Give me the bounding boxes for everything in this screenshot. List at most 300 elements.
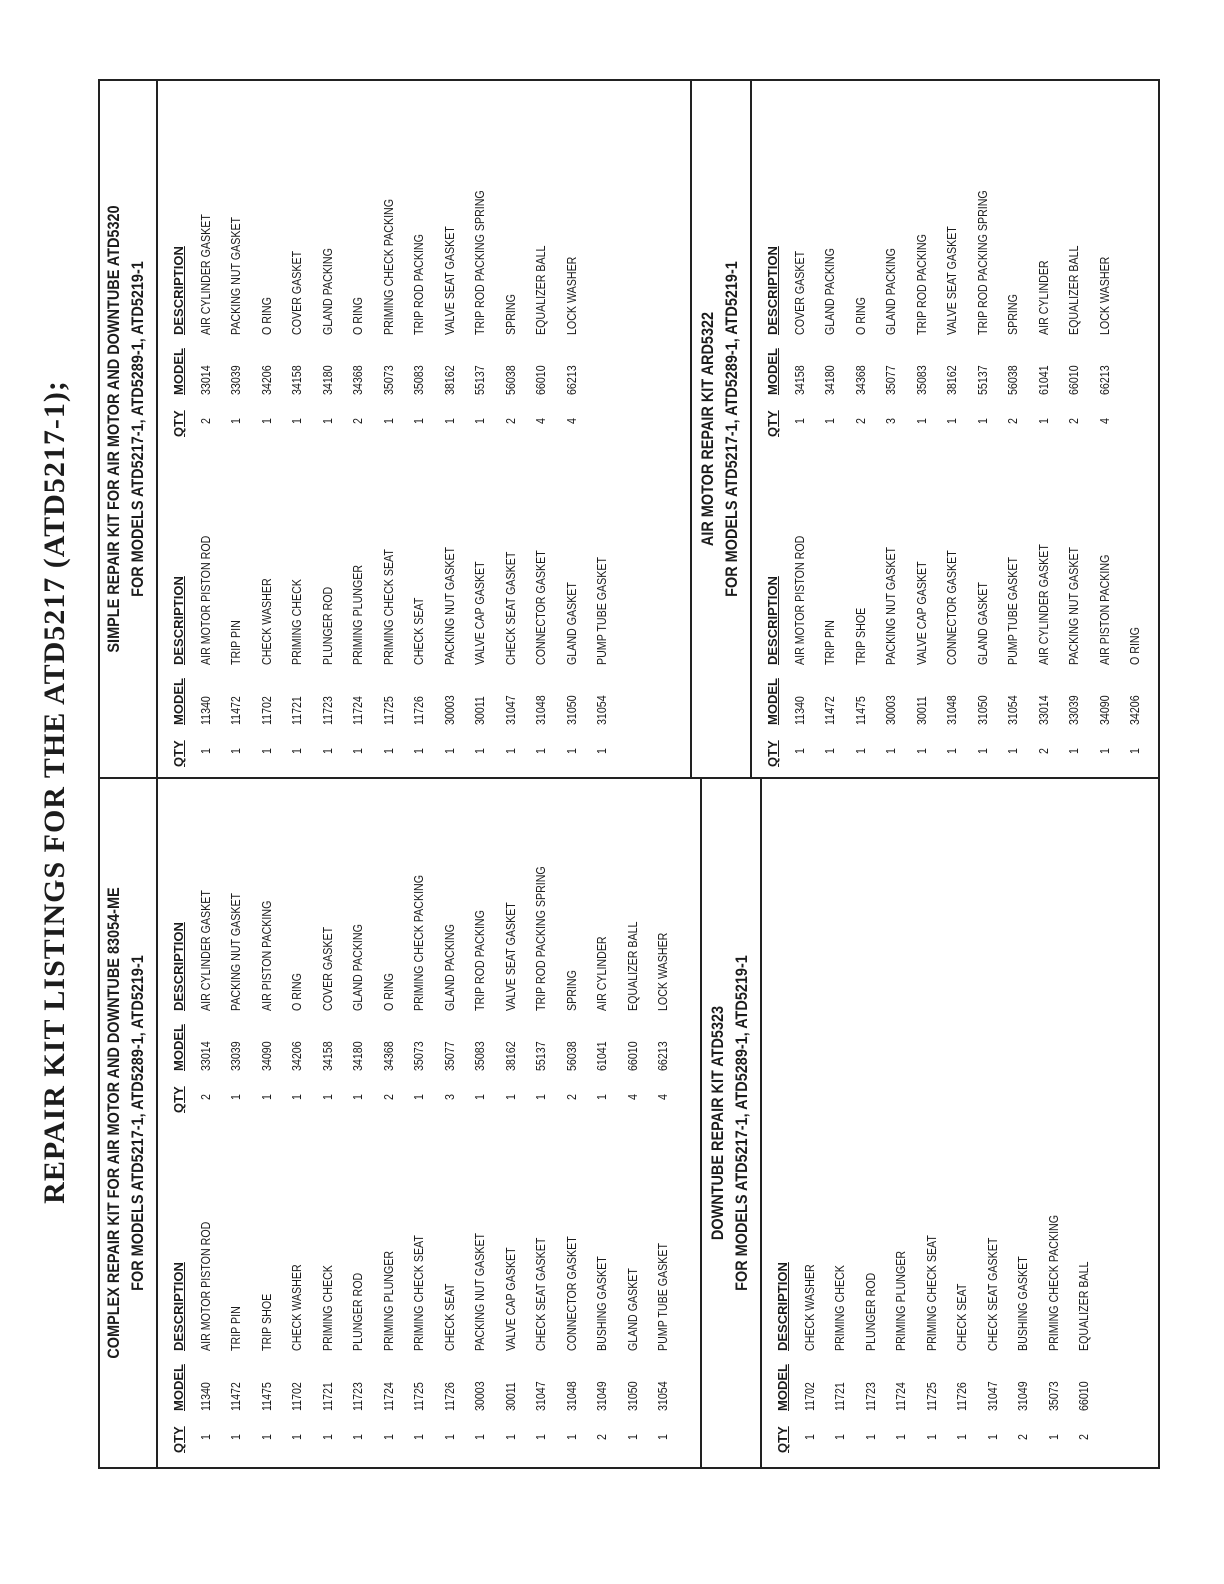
model-cell — [465, 335, 496, 395]
description-cell-text: GLAND GASKET — [974, 582, 990, 665]
description-cell — [404, 457, 435, 665]
qty-cell-text: 4 — [563, 417, 579, 424]
model-cell — [886, 1351, 917, 1411]
table-row — [617, 803, 648, 1113]
description-cell-text: PUMP TUBE GASKET — [655, 1242, 671, 1351]
model-cell-text: 11726 — [441, 1382, 457, 1411]
qty-cell-text: 1 — [822, 417, 838, 424]
qty-cell — [845, 395, 876, 437]
qty-cell-text: 1 — [533, 1433, 549, 1440]
description-cell-text: GLAND PACKING — [822, 248, 838, 335]
table-row — [526, 803, 557, 1113]
description-cell-text: AIR CYLINDER — [1035, 260, 1051, 335]
complex-kit-models: FOR MODELS ATD5217-1, ATD5289-1, ATD5219-1 — [128, 955, 147, 1291]
qty-cell — [495, 395, 526, 437]
description-cell-text: PLUNGER ROD — [319, 586, 335, 665]
model-cell — [190, 665, 221, 725]
model-cell-text: 11721 — [832, 1382, 848, 1411]
description-cell — [465, 803, 496, 1011]
model-cell-text: 66213 — [563, 365, 579, 395]
description-cell — [495, 803, 526, 1011]
model-cell — [648, 1351, 679, 1411]
qty-cell — [998, 395, 1029, 437]
description-cell — [404, 803, 435, 1011]
description-cell — [815, 457, 846, 665]
model-cell-text: 31047 — [533, 1381, 549, 1411]
qty-cell — [465, 395, 496, 437]
table-row — [998, 127, 1029, 437]
qty-cell-text: 1 — [1005, 747, 1021, 754]
table-row — [794, 1143, 825, 1453]
qty-cell-text: 2 — [197, 1093, 213, 1100]
description-cell-text: AIR CYLINDER GASKET — [197, 214, 213, 335]
description-cell-text: LOCK WASHER — [563, 256, 579, 335]
description-cell-text: GLAND PACKING — [441, 924, 457, 1011]
table-row — [251, 803, 282, 1113]
table-row — [1089, 127, 1120, 437]
table-row — [876, 457, 907, 767]
model-cell-text: 31048 — [563, 1381, 579, 1411]
qty-cell-text: 2 — [1066, 417, 1082, 424]
qty-cell-text: 1 — [380, 1433, 396, 1440]
qty-cell — [251, 725, 282, 767]
qty-cell-text: 2 — [350, 417, 366, 424]
model-header: MODEL — [171, 348, 186, 395]
qty-cell — [1059, 395, 1090, 437]
description-cell — [1008, 1143, 1039, 1351]
qty-cell-text: 1 — [832, 1433, 848, 1440]
qty-cell — [221, 725, 252, 767]
model-cell — [526, 1011, 557, 1071]
model-cell — [845, 335, 876, 395]
table-row — [465, 457, 496, 767]
description-cell-text: TRIP ROD PACKING SPRING — [472, 190, 488, 335]
table-row — [947, 1143, 978, 1453]
description-cell-text: CHECK WASHER — [289, 1264, 305, 1351]
description-cell-text: CHECK SEAT — [411, 597, 427, 665]
model-cell-text: 55137 — [472, 365, 488, 395]
model-cell — [906, 665, 937, 725]
table-header-row — [754, 457, 784, 767]
qty-cell — [998, 725, 1029, 767]
model-cell — [876, 335, 907, 395]
qty-cell — [434, 1411, 465, 1453]
qty-cell-text: 1 — [380, 747, 396, 754]
description-cell-text: SPRING — [1005, 294, 1021, 335]
model-cell-text: 38162 — [441, 365, 457, 395]
page-title: REPAIR KIT LISTINGS FOR THE ATD5217 (ATD5217-1); — [38, 380, 71, 1204]
qty-cell — [221, 395, 252, 437]
table-row — [617, 1143, 648, 1453]
table-row — [967, 457, 998, 767]
qty-cell — [1038, 1411, 1069, 1453]
qty-cell — [404, 395, 435, 437]
model-cell — [434, 1351, 465, 1411]
model-header: MODEL — [171, 1364, 186, 1411]
description-cell-text: PRIMING PLUNGER — [380, 1250, 396, 1351]
description-cell-text: O RING — [350, 297, 366, 335]
description-cell-text: GLAND GASKET — [563, 582, 579, 665]
table-row — [937, 457, 968, 767]
description-cell-text: PRIMING CHECK — [832, 1265, 848, 1351]
description-cell — [495, 1143, 526, 1351]
description-cell — [1059, 457, 1090, 665]
model-cell — [587, 665, 618, 725]
model-cell-text: 11721 — [319, 1382, 335, 1411]
model-cell — [556, 1351, 587, 1411]
description-cell — [998, 127, 1029, 335]
model-cell — [1120, 665, 1151, 725]
model-cell-text: 11726 — [411, 696, 427, 725]
description-cell-text: O RING — [380, 973, 396, 1011]
qty-cell — [587, 1411, 618, 1453]
qty-cell — [190, 725, 221, 767]
qty-cell-text: 1 — [350, 747, 366, 754]
model-cell-text: 11725 — [923, 1382, 939, 1411]
description-cell-text: TRIP SHOE — [852, 607, 868, 665]
qty-cell — [190, 1411, 221, 1453]
qty-cell — [967, 395, 998, 437]
qty-cell-text: 1 — [913, 417, 929, 424]
airmotor-title-rule — [750, 81, 752, 777]
description-cell — [312, 803, 343, 1011]
description-cell-text: EQUALIZER BALL — [1076, 1261, 1092, 1351]
table-row — [434, 803, 465, 1113]
airmotor-kit-section — [696, 81, 744, 777]
qty-cell-text: 1 — [228, 1433, 244, 1440]
qty-cell-text: 1 — [502, 747, 518, 754]
model-cell-text: 31049 — [1015, 1381, 1031, 1411]
qty-cell-text: 1 — [228, 747, 244, 754]
qty-cell-text: 4 — [655, 1093, 671, 1100]
model-cell — [556, 665, 587, 725]
description-cell-text: EQUALIZER BALL — [1066, 245, 1082, 335]
table-row — [1028, 457, 1059, 767]
simple-kit-tables — [160, 127, 617, 767]
qty-header: QTY — [171, 1086, 186, 1113]
qty-cell-text: 1 — [289, 1433, 305, 1440]
table-row — [648, 1143, 679, 1453]
qty-cell-text: 1 — [472, 747, 488, 754]
description-cell — [648, 1143, 679, 1351]
model-cell-text: 33039 — [1066, 695, 1082, 725]
description-cell-text: TRIP ROD PACKING — [472, 910, 488, 1011]
table-row — [282, 457, 313, 767]
table-row — [526, 457, 557, 767]
qty-cell-text: 1 — [441, 747, 457, 754]
description-cell-text: BUSHING GASKET — [594, 1256, 610, 1351]
table-row — [465, 803, 496, 1113]
complex-kit-tables — [160, 803, 678, 1453]
model-cell-text: 35083 — [411, 365, 427, 395]
qty-cell-text: 1 — [1096, 747, 1112, 754]
model-cell — [648, 1011, 679, 1071]
description-cell — [190, 1143, 221, 1351]
qty-cell-text: 1 — [472, 417, 488, 424]
model-cell-text: 31054 — [1005, 695, 1021, 725]
description-cell-text: GLAND GASKET — [624, 1268, 640, 1351]
description-cell-text: PACKING NUT GASKET — [883, 546, 899, 665]
model-cell-text: 31047 — [984, 1381, 1000, 1411]
qty-cell-text: 3 — [441, 1093, 457, 1100]
qty-cell — [343, 395, 374, 437]
qty-cell — [434, 1071, 465, 1113]
table-row — [373, 127, 404, 437]
table-row — [587, 803, 618, 1113]
model-cell — [282, 665, 313, 725]
description-cell-text: O RING — [289, 973, 305, 1011]
qty-cell-text: 1 — [913, 747, 929, 754]
model-cell-text: 66010 — [533, 365, 549, 395]
model-cell — [587, 1351, 618, 1411]
description-cell-text: SPRING — [563, 970, 579, 1011]
qty-cell — [556, 725, 587, 767]
model-cell — [967, 665, 998, 725]
qty-cell — [343, 1411, 374, 1453]
model-cell-text: 30011 — [502, 1382, 518, 1411]
model-cell-text: 11725 — [411, 1382, 427, 1411]
description-cell-text: TRIP ROD PACKING SPRING — [974, 190, 990, 335]
description-header: DESCRIPTION — [171, 922, 186, 1011]
qty-cell-text: 1 — [624, 1433, 640, 1440]
model-cell — [1059, 665, 1090, 725]
table-row — [343, 127, 374, 437]
description-cell-text: VALVE CAP GASKET — [502, 1247, 518, 1351]
qty-cell — [221, 1411, 252, 1453]
model-cell — [221, 1011, 252, 1071]
model-cell-text: 56038 — [502, 365, 518, 395]
model-cell-text: 11472 — [228, 696, 244, 725]
table-row — [190, 1143, 221, 1453]
description-cell-text: CONNECTOR GASKET — [944, 550, 960, 665]
qty-cell-text: 1 — [350, 1093, 366, 1100]
qty-cell — [916, 1411, 947, 1453]
table-row — [343, 457, 374, 767]
description-cell — [1069, 1143, 1100, 1351]
qty-cell — [648, 1411, 679, 1453]
description-cell — [434, 803, 465, 1011]
qty-cell — [648, 1071, 679, 1113]
model-cell-text: 30003 — [441, 695, 457, 725]
description-cell-text: AIR PISTON PACKING — [1096, 554, 1112, 665]
qty-header: QTY — [171, 410, 186, 437]
table-row — [937, 127, 968, 437]
qty-cell — [556, 1071, 587, 1113]
description-cell — [1038, 1143, 1069, 1351]
qty-cell-text: 1 — [594, 1093, 610, 1100]
simple-kit-title: SIMPLE REPAIR KIT FOR AIR MOTOR AND DOWNTUBE ATD5320 — [104, 205, 123, 653]
model-cell — [815, 665, 846, 725]
description-cell-text: PRIMING PLUNGER — [350, 564, 366, 665]
description-cell-text: BUSHING GASKET — [1015, 1256, 1031, 1351]
description-cell — [465, 127, 496, 335]
description-cell-text: PRIMING CHECK PACKING — [380, 198, 396, 335]
description-cell — [343, 803, 374, 1011]
model-cell — [825, 1351, 856, 1411]
description-cell — [886, 1143, 917, 1351]
model-cell — [876, 665, 907, 725]
description-cell-text: PUMP TUBE GASKET — [594, 556, 610, 665]
model-cell-text: 33014 — [197, 365, 213, 395]
table-row — [251, 1143, 282, 1453]
description-cell — [815, 127, 846, 335]
description-cell — [587, 803, 618, 1011]
qty-cell-text: 1 — [258, 1093, 274, 1100]
qty-cell — [937, 725, 968, 767]
qty-cell — [465, 1071, 496, 1113]
table-row — [1059, 457, 1090, 767]
description-cell — [587, 457, 618, 665]
qty-cell — [845, 725, 876, 767]
table-row — [556, 1143, 587, 1453]
complex-title-rule — [156, 779, 158, 1467]
table-row — [495, 803, 526, 1113]
qty-cell — [815, 725, 846, 767]
model-cell-text: 33014 — [197, 1041, 213, 1071]
description-header: DESCRIPTION — [765, 246, 780, 335]
qty-cell — [815, 395, 846, 437]
model-cell — [1038, 1351, 1069, 1411]
model-cell-text: 55137 — [533, 1041, 549, 1071]
model-cell — [221, 335, 252, 395]
qty-cell — [526, 725, 557, 767]
description-cell — [784, 457, 815, 665]
table-row — [221, 457, 252, 767]
airmotor-kit-tables — [754, 127, 1150, 767]
description-cell-text: CHECK WASHER — [258, 578, 274, 665]
table-row — [190, 457, 221, 767]
qty-cell — [587, 1071, 618, 1113]
model-cell-text: 11721 — [289, 696, 305, 725]
description-cell-text: PRIMING CHECK — [289, 579, 305, 665]
qty-cell — [282, 395, 313, 437]
description-cell-text: CHECK SEAT GASKET — [502, 551, 518, 665]
qty-cell — [495, 1071, 526, 1113]
qty-header: QTY — [765, 410, 780, 437]
qty-cell-text: 1 — [319, 1093, 335, 1100]
qty-cell — [434, 395, 465, 437]
qty-header: QTY — [171, 1426, 186, 1453]
table-row — [312, 1143, 343, 1453]
table-row — [495, 457, 526, 767]
model-cell-text: 30003 — [472, 1381, 488, 1411]
description-cell — [937, 457, 968, 665]
description-cell — [876, 127, 907, 335]
description-cell-text: TRIP SHOE — [258, 1293, 274, 1351]
complex-right-table — [160, 803, 678, 1113]
table-row — [495, 1143, 526, 1453]
qty-cell — [526, 1411, 557, 1453]
description-cell-text: EQUALIZER BALL — [533, 245, 549, 335]
description-cell — [282, 803, 313, 1011]
complex-left-table — [160, 1143, 678, 1453]
model-cell — [434, 1011, 465, 1071]
description-cell — [1120, 457, 1151, 665]
qty-cell — [404, 1411, 435, 1453]
description-cell-text: O RING — [852, 297, 868, 335]
description-cell-text: PRIMING PLUNGER — [893, 1250, 909, 1351]
model-header: MODEL — [765, 678, 780, 725]
qty-cell — [977, 1411, 1008, 1453]
table-row — [556, 457, 587, 767]
table-row — [906, 127, 937, 437]
table-row — [465, 1143, 496, 1453]
description-cell-text: VALVE SEAT GASKET — [944, 226, 960, 335]
model-cell — [190, 1351, 221, 1411]
qty-cell-text: 1 — [441, 1433, 457, 1440]
model-cell-text: 11702 — [258, 696, 274, 725]
table-header-row — [160, 803, 190, 1113]
model-cell — [465, 1351, 496, 1411]
model-cell-text: 11724 — [350, 696, 366, 725]
complex-kit-section — [102, 779, 150, 1467]
table-row — [967, 127, 998, 437]
qty-cell-text: 1 — [954, 1433, 970, 1440]
description-cell — [1089, 127, 1120, 335]
model-cell — [617, 1011, 648, 1071]
qty-cell-text: 1 — [502, 1093, 518, 1100]
description-cell — [825, 1143, 856, 1351]
qty-cell-text: 2 — [502, 417, 518, 424]
description-cell — [587, 1143, 618, 1351]
airmotor-kit-title: AIR MOTOR REPAIR KIT ARD5322 — [698, 311, 717, 547]
table-row — [855, 1143, 886, 1453]
model-cell-text: 11475 — [852, 696, 868, 725]
model-cell — [947, 1351, 978, 1411]
qty-cell — [343, 1071, 374, 1113]
model-cell — [495, 665, 526, 725]
qty-cell — [794, 1411, 825, 1453]
table-row — [404, 1143, 435, 1453]
qty-cell — [312, 725, 343, 767]
model-cell — [404, 1351, 435, 1411]
description-cell-text: PACKING NUT GASKET — [228, 892, 244, 1011]
description-cell-text: CHECK SEAT — [954, 1283, 970, 1351]
model-cell — [343, 1351, 374, 1411]
model-cell — [465, 1011, 496, 1071]
description-cell — [916, 1143, 947, 1351]
downtube-kit-section — [706, 779, 754, 1467]
model-cell — [404, 1011, 435, 1071]
qty-cell-text: 1 — [563, 1433, 579, 1440]
model-cell-text: 11472 — [228, 1382, 244, 1411]
table-row — [221, 803, 252, 1113]
qty-cell-text: 1 — [791, 417, 807, 424]
model-cell-text: 35083 — [472, 1041, 488, 1071]
model-cell-text: 30011 — [472, 696, 488, 725]
qty-cell-text: 2 — [852, 417, 868, 424]
description-cell-text: COVER GASKET — [791, 250, 807, 335]
model-cell — [343, 665, 374, 725]
model-cell-text: 11702 — [801, 1382, 817, 1411]
model-cell-text: 34158 — [319, 1041, 335, 1071]
model-cell — [373, 1351, 404, 1411]
model-cell — [784, 335, 815, 395]
model-cell — [282, 1351, 313, 1411]
description-cell-text: O RING — [1127, 627, 1143, 665]
description-cell-text: PLUNGER ROD — [350, 1272, 366, 1351]
description-cell — [845, 457, 876, 665]
qty-cell-text: 1 — [883, 747, 899, 754]
model-cell-text: 56038 — [1005, 365, 1021, 395]
qty-cell — [282, 725, 313, 767]
description-cell — [526, 1143, 557, 1351]
model-cell — [587, 1011, 618, 1071]
kit-table-frame — [98, 79, 1160, 1469]
qty-cell-text: 4 — [624, 1093, 640, 1100]
description-cell — [556, 803, 587, 1011]
description-cell — [906, 457, 937, 665]
